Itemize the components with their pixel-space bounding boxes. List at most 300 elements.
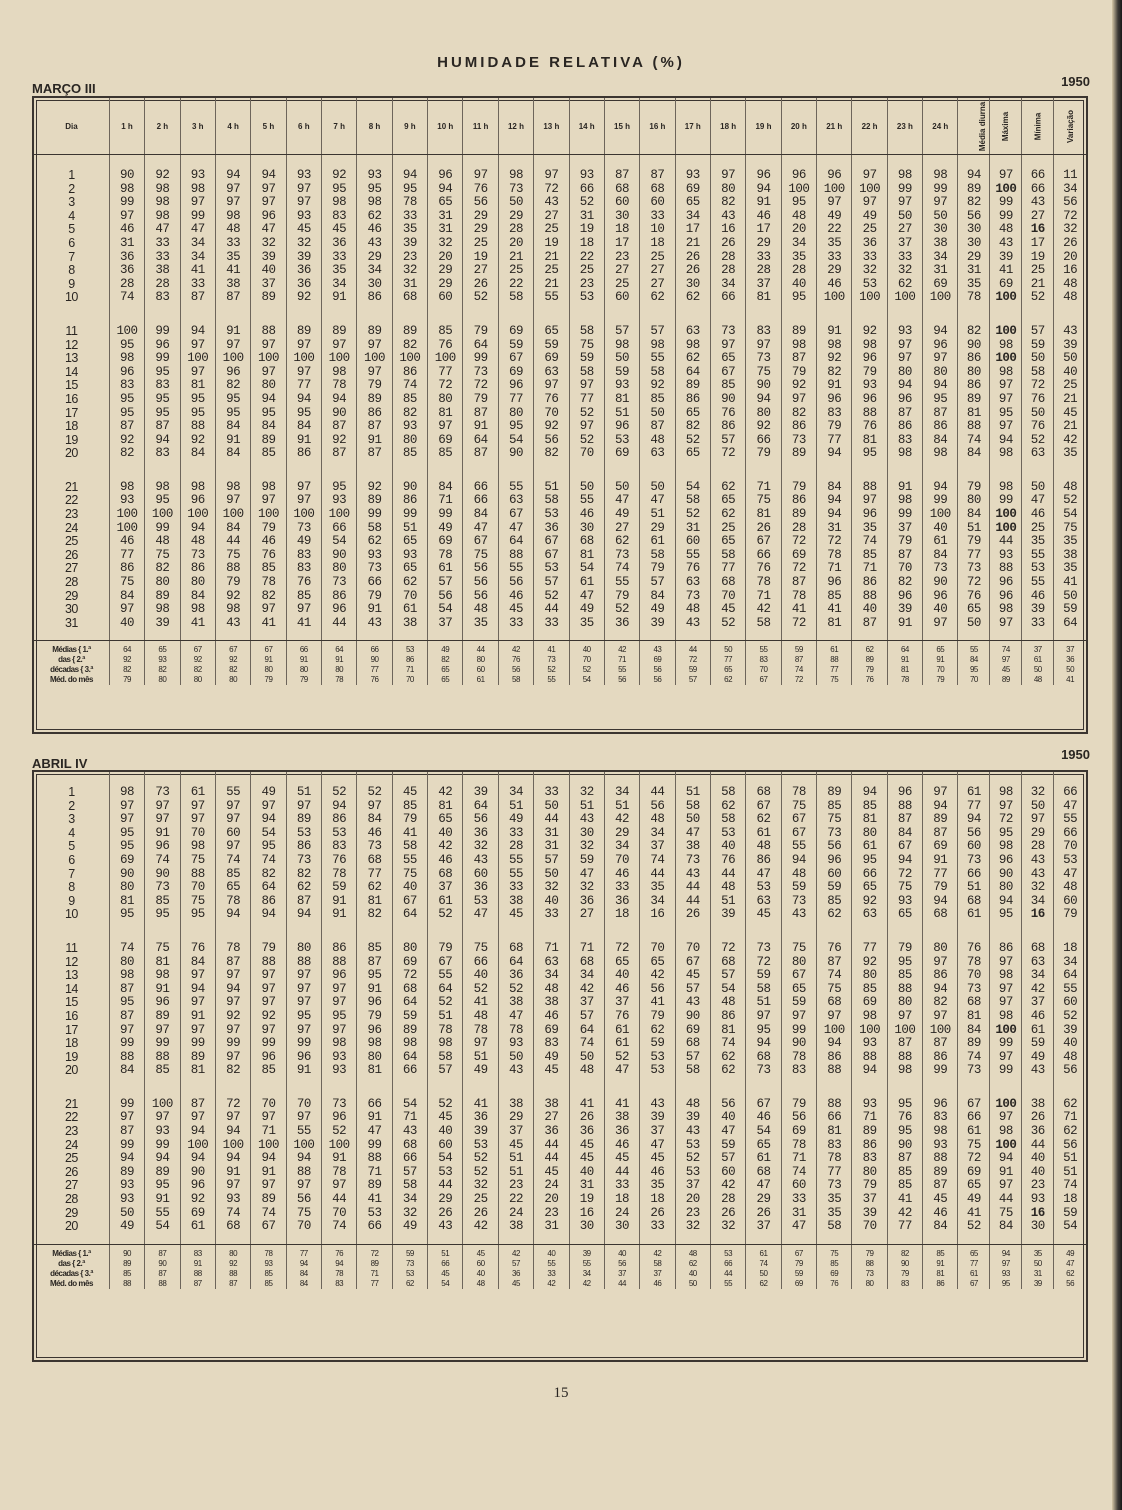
value-cell: 36 [569,895,604,909]
value-cell: 97 [1022,813,1054,827]
value-cell: 100 [286,508,321,522]
value-cell: 97 [145,1111,180,1125]
value-cell: 59 [1054,1207,1086,1221]
value-cell: 55 [604,576,639,590]
value-cell: 89 [923,1166,958,1180]
value-cell: 53 [746,881,781,895]
value-cell: 73 [958,983,990,997]
header-hour: 4 h [215,98,250,155]
value-cell: 50 [1022,407,1054,421]
value-cell: 49 [604,508,639,522]
spacer-cell [1054,1234,1086,1245]
value-cell: 97 [569,420,604,434]
value-cell: 69 [675,183,710,197]
separator-row [34,630,1086,641]
spacer-cell [710,155,745,170]
summary-cell: 55 [710,1279,745,1289]
value-cell: 50 [1054,352,1086,366]
summary-cell: 78 [251,1244,286,1259]
header-hour: 5 h [251,98,286,155]
value-cell: 37 [746,1220,781,1234]
value-cell: 36 [604,895,639,909]
value-cell: 83 [145,291,180,305]
summary-cell: 71 [357,1269,392,1279]
value-cell: 92 [781,379,816,393]
spacer-cell [958,1078,990,1098]
value-cell: 59 [534,339,569,353]
summary-label: décadas { 3.ª [50,665,93,675]
value-cell: 97 [215,840,250,854]
value-cell: 65 [675,196,710,210]
value-cell: 18 [569,237,604,251]
value-cell: 43 [1022,854,1054,868]
value-cell: 25 [1054,379,1086,393]
value-cell: 71 [534,942,569,956]
value-cell: 86 [990,942,1022,956]
value-cell: 95 [145,1179,180,1193]
spacer-cell [1054,630,1086,641]
value-cell: 29 [498,1111,533,1125]
spacer-cell [817,922,852,942]
value-cell: 53 [675,1139,710,1153]
summary-cell: 76 [498,655,533,665]
value-cell: 58 [357,522,392,536]
spacer-cell [109,922,144,942]
value-cell: 65 [887,908,922,922]
value-cell: 97 [180,1024,215,1038]
spacer-cell [34,922,109,942]
value-cell: 92 [852,325,887,339]
value-cell: 65 [675,447,710,461]
value-cell: 91 [817,379,852,393]
spacer-cell [1054,461,1086,481]
value-cell: 98 [145,210,180,224]
value-cell: 64 [251,881,286,895]
spacer-cell [569,155,604,170]
value-cell: 94 [923,895,958,909]
summary-row [34,1269,1086,1279]
summary-cell: 40 [675,1269,710,1279]
spacer-cell [34,305,109,325]
value-cell: 80 [923,366,958,380]
value-cell: 55 [1054,983,1086,997]
value-cell: 52 [428,996,463,1010]
value-cell: 57 [1022,325,1054,339]
value-cell: 98 [887,447,922,461]
value-cell: 42 [604,813,639,827]
value-cell: 97 [215,183,250,197]
spacer-cell [569,461,604,481]
value-cell: 87 [357,447,392,461]
value-cell: 97 [180,1111,215,1125]
value-cell: 81 [852,813,887,827]
value-cell: 46 [817,278,852,292]
spacer-cell [1054,155,1086,170]
spacer-cell [958,155,990,170]
value-cell: 68 [357,854,392,868]
value-cell: 73 [145,881,180,895]
value-cell: 95 [145,908,180,922]
value-cell: 83 [746,325,781,339]
value-cell: 81 [109,895,144,909]
value-cell: 56 [958,210,990,224]
value-cell: 100 [322,352,357,366]
value-cell: 95 [109,827,144,841]
value-cell: 41 [357,1193,392,1207]
value-cell: 40 [852,603,887,617]
spacer-cell [990,630,1022,641]
value-cell: 35 [569,617,604,631]
value-cell: 94 [322,800,357,814]
spacer-cell [781,1234,816,1245]
value-cell: 94 [923,325,958,339]
value-cell: 71 [569,942,604,956]
summary-cell: 90 [887,1259,922,1269]
value-cell: 18 [604,223,639,237]
spacer-cell [109,1234,144,1245]
value-cell: 75 [817,983,852,997]
header-stat [1022,98,1054,155]
value-cell: 55 [498,854,533,868]
value-cell: 97 [286,1024,321,1038]
value-cell: 73 [781,895,816,909]
value-cell: 33 [498,827,533,841]
value-cell: 69 [781,1125,816,1139]
value-cell: 97 [817,1010,852,1024]
value-cell: 73 [357,840,392,854]
spacer-cell [640,630,675,641]
value-cell: 61 [923,535,958,549]
value-cell: 95 [286,1010,321,1024]
value-cell: 89 [145,1010,180,1024]
value-cell: 25 [1022,522,1054,536]
spacer-cell [251,155,286,170]
value-cell: 78 [817,1152,852,1166]
value-cell: 100 [990,352,1022,366]
value-cell: 88 [286,956,321,970]
value-cell: 69 [428,434,463,448]
value-cell: 35 [1054,447,1086,461]
summary-cell: 70 [569,655,604,665]
value-cell: 67 [958,1098,990,1112]
value-cell: 97 [180,366,215,380]
summary-cell: 83 [887,1279,922,1289]
value-cell: 28 [710,1193,745,1207]
value-cell: 90 [145,868,180,882]
spacer-cell [428,772,463,786]
spacer-cell [215,922,250,942]
value-cell: 57 [640,576,675,590]
value-cell: 91 [322,291,357,305]
value-cell: 100 [180,352,215,366]
value-cell: 99 [990,1064,1022,1078]
table-row [34,1064,1086,1078]
value-cell: 100 [887,1024,922,1038]
value-cell: 78 [781,1051,816,1065]
summary-cell: 72 [781,675,816,685]
day-cell: 6 [68,853,75,867]
value-cell: 55 [498,868,533,882]
value-cell: 62 [817,908,852,922]
value-cell: 94 [887,854,922,868]
value-cell: 97 [180,969,215,983]
value-cell: 40 [923,522,958,536]
value-cell: 50 [1022,352,1054,366]
summary-cell: 70 [958,675,990,685]
value-cell: 95 [781,196,816,210]
value-cell: 99 [145,1139,180,1153]
value-cell: 76 [958,942,990,956]
value-cell: 20 [1054,251,1086,265]
value-cell: 98 [215,603,250,617]
value-cell: 67 [251,1220,286,1234]
value-cell: 37 [887,522,922,536]
value-cell: 93 [286,210,321,224]
value-cell: 29 [428,278,463,292]
spacer-cell [215,1078,250,1098]
spacer-cell [887,772,922,786]
value-cell: 28 [1022,840,1054,854]
value-cell: 53 [604,434,639,448]
header-day: Dia [34,98,109,155]
value-cell: 31 [392,278,427,292]
value-cell: 27 [887,223,922,237]
summary-cell: 79 [286,675,321,685]
spacer-cell [817,305,852,325]
value-cell: 79 [251,522,286,536]
spacer-cell [923,155,958,170]
value-cell: 57 [640,325,675,339]
value-cell: 25 [852,223,887,237]
value-cell: 29 [463,223,498,237]
day-cell: 24 [64,521,78,535]
table-row [34,996,1086,1010]
summary-cell: 55 [746,641,781,656]
header-hour: 13 h [534,98,569,155]
value-cell: 97 [322,983,357,997]
value-cell: 37 [640,1125,675,1139]
value-cell: 87 [109,420,144,434]
spacer-cell [817,1078,852,1098]
value-cell: 100 [990,183,1022,197]
value-cell: 92 [746,420,781,434]
spacer-cell [1022,305,1054,325]
header-hour: 21 h [817,98,852,155]
value-cell: 99 [923,494,958,508]
value-cell: 94 [852,786,887,800]
value-cell: 79 [958,535,990,549]
value-cell: 49 [640,603,675,617]
value-cell: 77 [710,562,745,576]
value-cell: 89 [251,1193,286,1207]
spacer-cell [1022,1078,1054,1098]
value-cell: 54 [710,983,745,997]
value-cell: 53 [1054,854,1086,868]
value-cell: 48 [710,996,745,1010]
value-cell: 96 [923,339,958,353]
value-cell: 25 [463,1193,498,1207]
value-cell: 41 [180,264,215,278]
value-cell: 62 [710,1064,745,1078]
value-cell: 39 [145,617,180,631]
spacer-cell [145,1234,180,1245]
value-cell: 50 [1022,800,1054,814]
value-cell: 55 [286,1125,321,1139]
value-cell: 69 [498,366,533,380]
value-cell: 96 [817,854,852,868]
value-cell: 90 [109,868,144,882]
spacer-cell [746,922,781,942]
value-cell: 98 [498,169,533,183]
value-cell: 28 [781,522,816,536]
value-cell: 26 [746,1207,781,1221]
value-cell: 66 [569,183,604,197]
value-cell: 79 [781,481,816,495]
value-cell: 89 [251,434,286,448]
value-cell: 65 [958,603,990,617]
header-stat [990,98,1022,155]
value-cell: 66 [1022,183,1054,197]
value-cell: 91 [322,895,357,909]
value-cell: 64 [392,1051,427,1065]
value-cell: 34 [498,786,533,800]
value-cell: 55 [145,1207,180,1221]
value-cell: 97 [428,420,463,434]
summary-cell: 53 [392,1269,427,1279]
value-cell: 38 [145,264,180,278]
value-cell: 50 [534,800,569,814]
value-cell: 33 [781,1193,816,1207]
value-cell: 92 [322,169,357,183]
value-cell: 98 [322,196,357,210]
value-cell: 78 [958,956,990,970]
value-cell: 91 [145,983,180,997]
value-cell: 39 [1022,603,1054,617]
value-cell: 60 [215,827,250,841]
value-cell: 78 [781,590,816,604]
value-cell: 79 [923,881,958,895]
value-cell: 96 [251,210,286,224]
value-cell: 99 [781,1024,816,1038]
value-cell: 92 [357,481,392,495]
value-cell: 35 [322,264,357,278]
value-cell: 59 [781,996,816,1010]
value-cell: 89 [145,1166,180,1180]
summary-label: Médias { 1.ª [52,645,91,655]
value-cell: 88 [498,549,533,563]
value-cell: 100 [990,325,1022,339]
value-cell: 71 [392,1111,427,1125]
value-cell: 32 [675,1220,710,1234]
table-row [34,549,1086,563]
value-cell: 57 [569,1010,604,1024]
summary-cell: 48 [463,1279,498,1289]
value-cell: 99 [923,183,958,197]
summary-cell: 50 [1022,1259,1054,1269]
spacer-cell [958,1234,990,1245]
summary-cell: 52 [534,665,569,675]
value-cell: 35 [640,1179,675,1193]
value-cell: 69 [923,840,958,854]
spacer-cell [746,772,781,786]
value-cell: 95 [357,183,392,197]
value-cell: 30 [604,210,639,224]
value-cell: 37 [428,881,463,895]
value-cell: 100 [286,352,321,366]
value-cell: 60 [958,840,990,854]
value-cell: 86 [923,1051,958,1065]
value-cell: 43 [463,854,498,868]
value-cell: 34 [180,251,215,265]
value-cell: 84 [958,508,990,522]
value-cell: 19 [569,1193,604,1207]
spacer-cell [887,155,922,170]
spacer-cell [852,1078,887,1098]
value-cell: 95 [923,393,958,407]
value-cell: 33 [534,786,569,800]
value-cell: 45 [498,1139,533,1153]
value-cell: 86 [675,393,710,407]
value-cell: 63 [746,895,781,909]
value-cell: 93 [498,1037,533,1051]
summary-cell: 70 [923,665,958,675]
value-cell: 69 [392,956,427,970]
value-cell: 33 [604,1179,639,1193]
spacer-cell [746,630,781,641]
value-cell: 56 [463,562,498,576]
value-cell: 51 [463,1051,498,1065]
summary-cell: 77 [286,1244,321,1259]
header-hour: 7 h [322,98,357,155]
spacer-cell [817,461,852,481]
table-row [34,1193,1086,1207]
value-cell: 29 [1022,827,1054,841]
value-cell: 96 [852,393,887,407]
summary-cell: 56 [640,675,675,685]
summary-cell: 80 [180,675,215,685]
value-cell: 66 [1022,169,1054,183]
value-cell: 97 [215,339,250,353]
day-cell: 12 [64,338,78,352]
value-cell: 32 [710,1220,745,1234]
value-cell: 87 [109,1125,144,1139]
value-cell: 43 [534,196,569,210]
value-cell: 95 [145,393,180,407]
value-cell: 41 [958,1207,990,1221]
summary-cell: 75 [817,1244,852,1259]
spacer-cell [251,922,286,942]
value-cell: 92 [215,590,250,604]
spacer-cell [990,461,1022,481]
value-cell: 97 [463,1037,498,1051]
value-cell: 59 [498,339,533,353]
value-cell: 59 [710,1139,745,1153]
summary-cell: 61 [746,1244,781,1259]
summary-cell: 42 [640,1244,675,1259]
value-cell: 52 [1022,291,1054,305]
summary-cell: 50 [1054,665,1086,675]
value-cell: 33 [640,1220,675,1234]
value-cell: 27 [604,264,639,278]
value-cell: 98 [109,786,144,800]
value-cell: 69 [852,996,887,1010]
value-cell: 68 [392,291,427,305]
summary-cell: 61 [817,641,852,656]
value-cell: 96 [887,393,922,407]
value-cell: 79 [463,393,498,407]
value-cell: 45 [322,223,357,237]
value-cell: 66 [817,1111,852,1125]
